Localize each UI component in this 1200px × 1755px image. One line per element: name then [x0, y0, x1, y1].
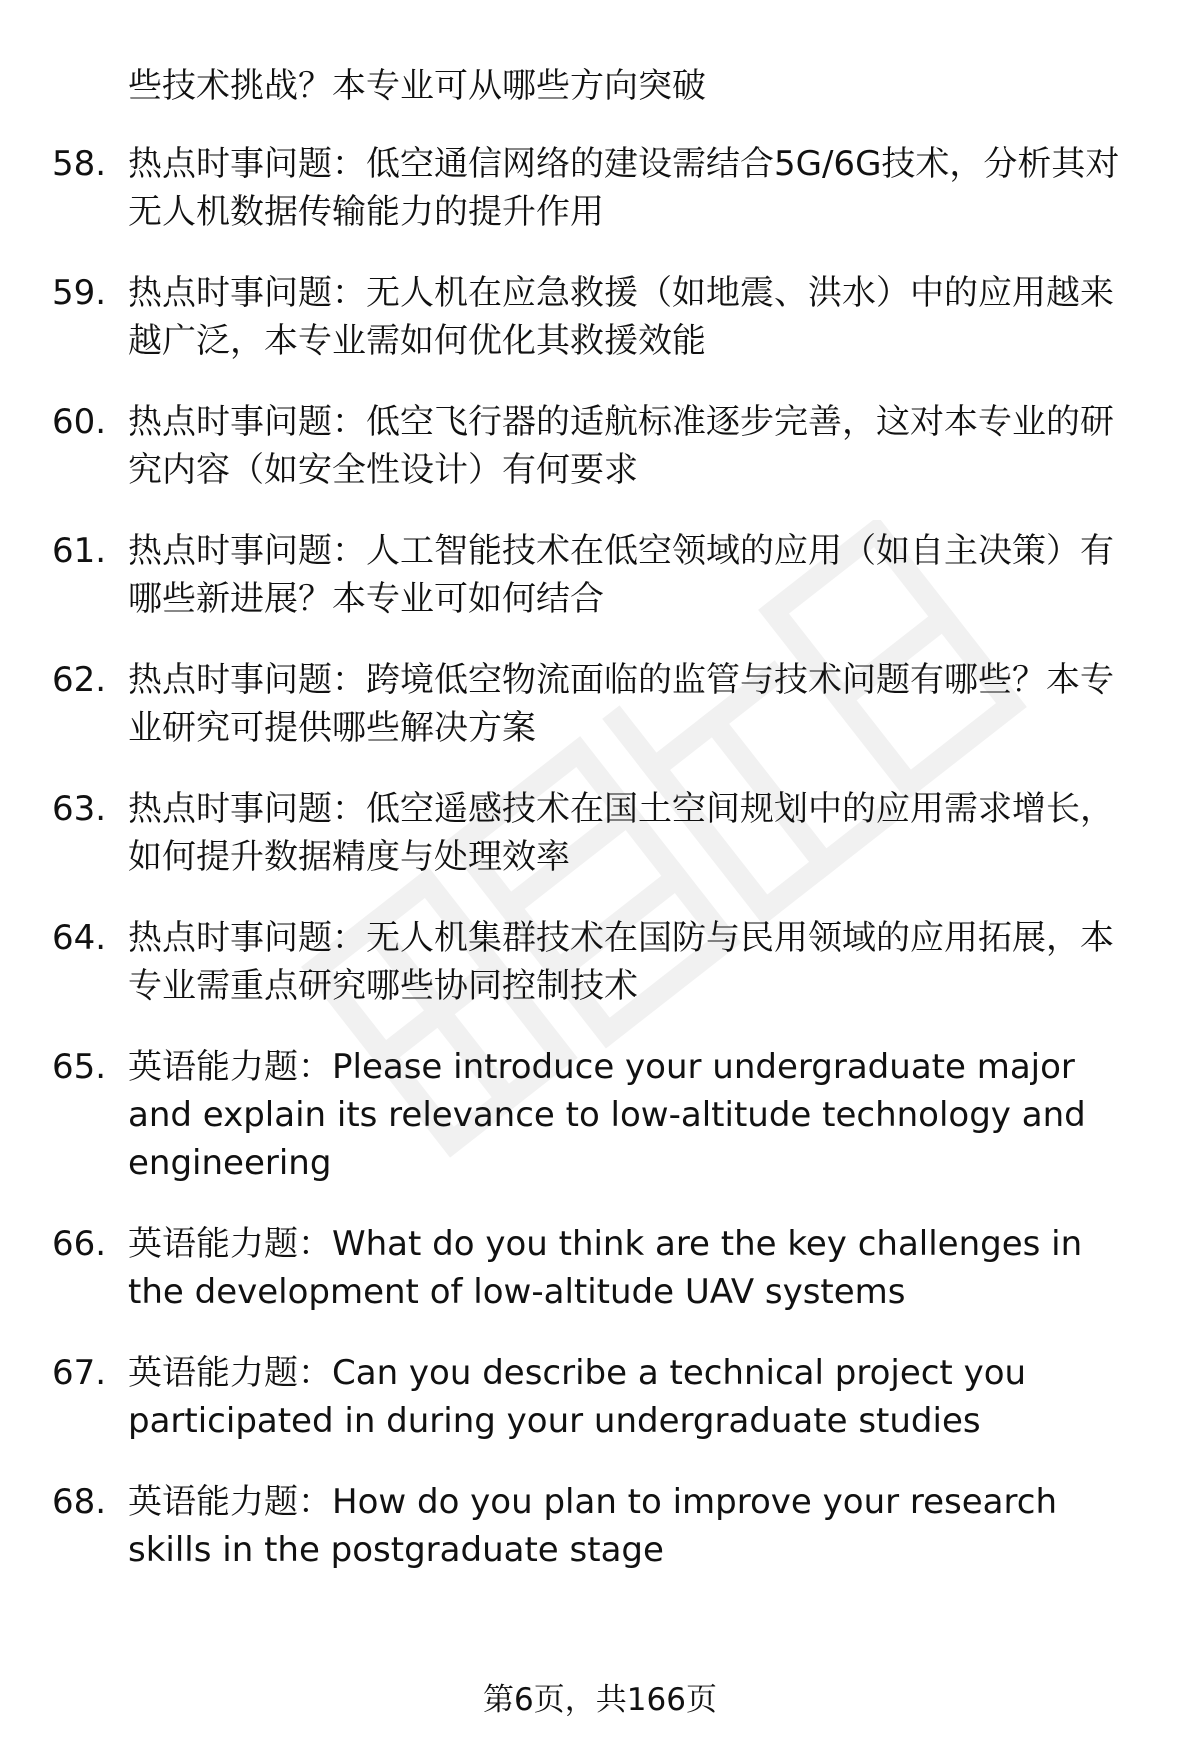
question-item-59: [0, 269, 1200, 365]
question-list: [0, 140, 1200, 1607]
question-number: 64.: [52, 918, 107, 958]
question-text: 热点时事问题：无人机在应急救援（如地震、洪水）中的应用越来越广泛，本专业需如何优化其救援效能: [128, 273, 1114, 361]
question-item-58: [0, 140, 1200, 236]
question-item-61: [0, 527, 1200, 623]
question-text: 热点时事问题：低空遥感技术在国土空间规划中的应用需求增长，如何提升数据精度与处理效率: [128, 789, 1114, 877]
question-text: 热点时事问题：低空飞行器的适航标准逐步完善，这对本专业的研究内容（如安全性设计）有何要求: [128, 402, 1114, 490]
question-text: 英语能力题：Please introduce your undergraduate major and explain its relevance to low-altitude technology and engineering: [128, 1047, 1086, 1183]
question-number: 63.: [52, 789, 107, 829]
question-item-65: [0, 1043, 1200, 1187]
question-text: 英语能力题：Can you describe a technical project you participated in during your undergraduate studies: [128, 1353, 1027, 1441]
question-item-60: [0, 398, 1200, 494]
question-item-66: [0, 1220, 1200, 1316]
question-number: 58.: [52, 144, 107, 184]
question-number: 59.: [52, 273, 107, 313]
question-number: 67.: [52, 1353, 107, 1393]
question-item-62: [0, 656, 1200, 752]
question-item-64: [0, 914, 1200, 1010]
question-text: 热点时事问题：跨境低空物流面临的监管与技术问题有哪些？本专业研究可提供哪些解决方案: [128, 660, 1114, 748]
question-text: 英语能力题：How do you plan to improve your research skills in the postgraduate stage: [128, 1482, 1057, 1570]
question-number: 61.: [52, 531, 107, 571]
page-footer: 第6页，共166页: [483, 1682, 717, 1718]
question-text: 热点时事问题：低空通信网络的建设需结合5G/6G技术，分析其对无人机数据传输能力的提升作用: [128, 144, 1120, 232]
question-number: 68.: [52, 1482, 107, 1522]
question-number: 62.: [52, 660, 107, 700]
question-item-63: [0, 785, 1200, 881]
question-text: 英语能力题：What do you think are the key challenges in the development of low-altitude UAV systems: [128, 1224, 1083, 1312]
question-item-67: [0, 1349, 1200, 1445]
question-number: 60.: [52, 402, 107, 442]
question-number: 66.: [52, 1224, 107, 1264]
question-text: 热点时事问题：无人机集群技术在国防与民用领域的应用拓展，本专业需重点研究哪些协同控制技术: [128, 918, 1114, 1006]
question-item-68: [0, 1478, 1200, 1574]
question-text: 热点时事问题：人工智能技术在低空领域的应用（如自主决策）有哪些新进展？本专业可如何结合: [128, 531, 1114, 619]
question-number: 65.: [52, 1047, 107, 1087]
continued-question-text: 些技术挑战？本专业可从哪些方向突破: [128, 66, 706, 106]
